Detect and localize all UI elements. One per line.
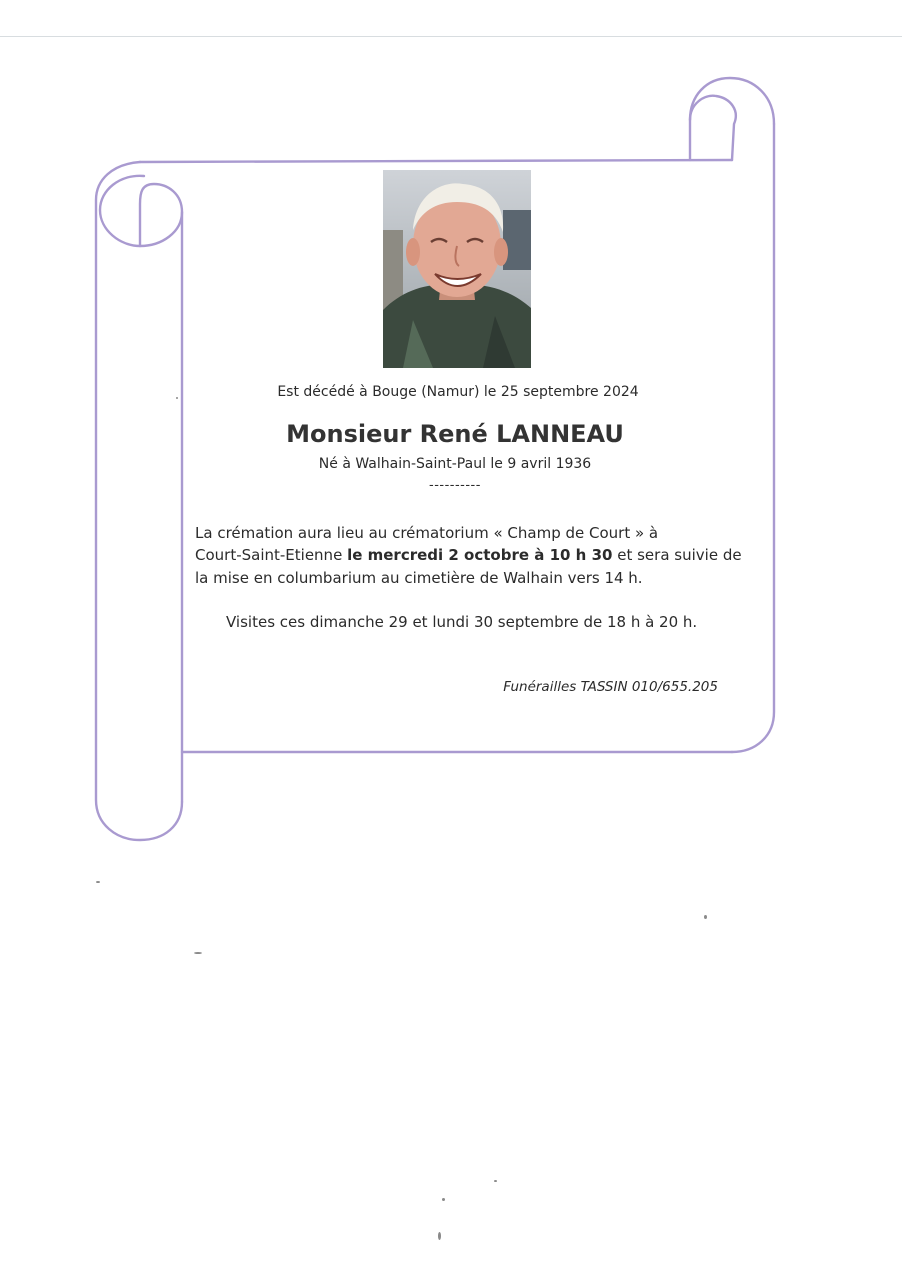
visits-info: Visites ces dimanche 29 et lundi 30 septembre de 18 h à 20 h. (226, 613, 698, 631)
scan-speck (96, 881, 100, 883)
scan-speck (704, 915, 707, 919)
cremation-date-time: le mercredi 2 octobre à 10 h 30 (347, 546, 613, 564)
scan-speck (494, 1180, 497, 1182)
scan-speck (442, 1198, 445, 1201)
cremation-line-2-end: et sera suivie de (612, 546, 742, 564)
cremation-line-1: La crémation aura lieu au crématorium « Champ de Court » à (195, 524, 659, 542)
scan-speck (438, 1232, 441, 1240)
portrait-photo (383, 170, 531, 368)
cremation-line-2-start: Court-Saint-Etienne (195, 546, 348, 564)
cremation-line-3: la mise en columbarium au cimetière de Walhain vers 14 h. (195, 569, 643, 587)
deceased-name: Monsieur René LANNEAU (286, 420, 624, 448)
birth-info: Né à Walhain-Saint-Paul le 9 avril 1936 (318, 456, 592, 472)
scan-speck (194, 952, 202, 954)
separator-dashes: ---------- (429, 478, 481, 493)
cremation-line-2 (195, 546, 742, 564)
scan-speck (176, 397, 178, 399)
funeral-home: Funérailles TASSIN 010/655.205 (503, 679, 718, 695)
death-announcement: Est décédé à Bouge (Namur) le 25 septembre 2024 (277, 384, 639, 400)
